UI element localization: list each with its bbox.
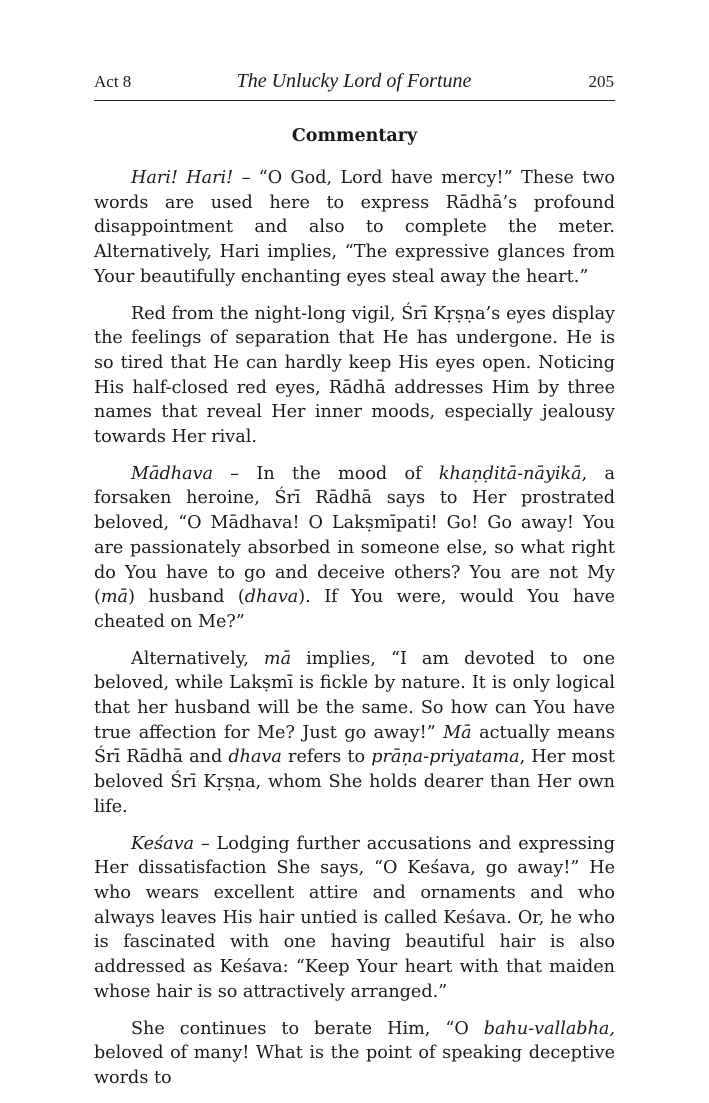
paragraph: Alternatively, mā implies, “I am devoted to one beloved, while Lakṣmī is fickle by nature. It is only logical that her husband will be the same. So how can You have true affection for Me? Just go away!” Mā actually means Śrī Rādhā and dhava refers to prāṇa-priyatama, Her most beloved Śrī Kṛṣṇa, whom She holds dearer than Her own life. — [94, 648, 616, 817]
body-text — [94, 166, 615, 1103]
paragraph: Hari! Hari! – “O God, Lord have mercy!” These two words are used here to express Rādhā’s profound disappointment and also to complete the meter. Alternatively, Hari implies, “The expressive glances from Your beautifully enchanting eyes steal away the heart.” — [94, 168, 615, 287]
book-title: The Unlucky Lord of Fortune — [236, 70, 472, 92]
header-rule — [94, 100, 615, 101]
paragraph: Keśava – Lodging further accusations and expressing Her dissatisfaction She says, “O Keśava, go away!” He who wears excellent attire and ornaments and who always leaves His hair untied is called Keśava. Or, he who is fascinated with one having beautiful hair is also addressed as Keśava: “Keep Your heart with that maiden whose hair is so attractively arranged.” — [94, 833, 615, 1002]
section-heading: Commentary — [291, 126, 418, 146]
paragraph: She continues to berate Him, “O bahu-vallabha, beloved of many! What is the point of speaking deceptive words to — [94, 1018, 615, 1088]
act-label: Act 8 — [94, 72, 132, 91]
paragraph: Mādhava – In the mood of khaṇḍitā-nāyikā, a forsaken heroine, Śrī Rādhā says to Her prostrated beloved, “O Mādhava! O Lakṣmīpati! Go! Go away! You are passionately absorbed in someone else, so what right do You have to go and deceive others? You are not My (mā) husband (dhava). If You were, would You have cheated on Me?” — [94, 463, 616, 632]
page-number: 205 — [588, 72, 614, 91]
paragraph: Red from the night-long vigil, Śrī Kṛṣṇa’s eyes display the feelings of separation that He has undergone. He is so tired that He can hardly keep His eyes open. Noticing His half-closed red eyes, Rādhā addresses Him by three names that reveal Her inner moods, especially jealousy towards Her rival. — [94, 303, 615, 448]
running-header — [94, 70, 614, 94]
